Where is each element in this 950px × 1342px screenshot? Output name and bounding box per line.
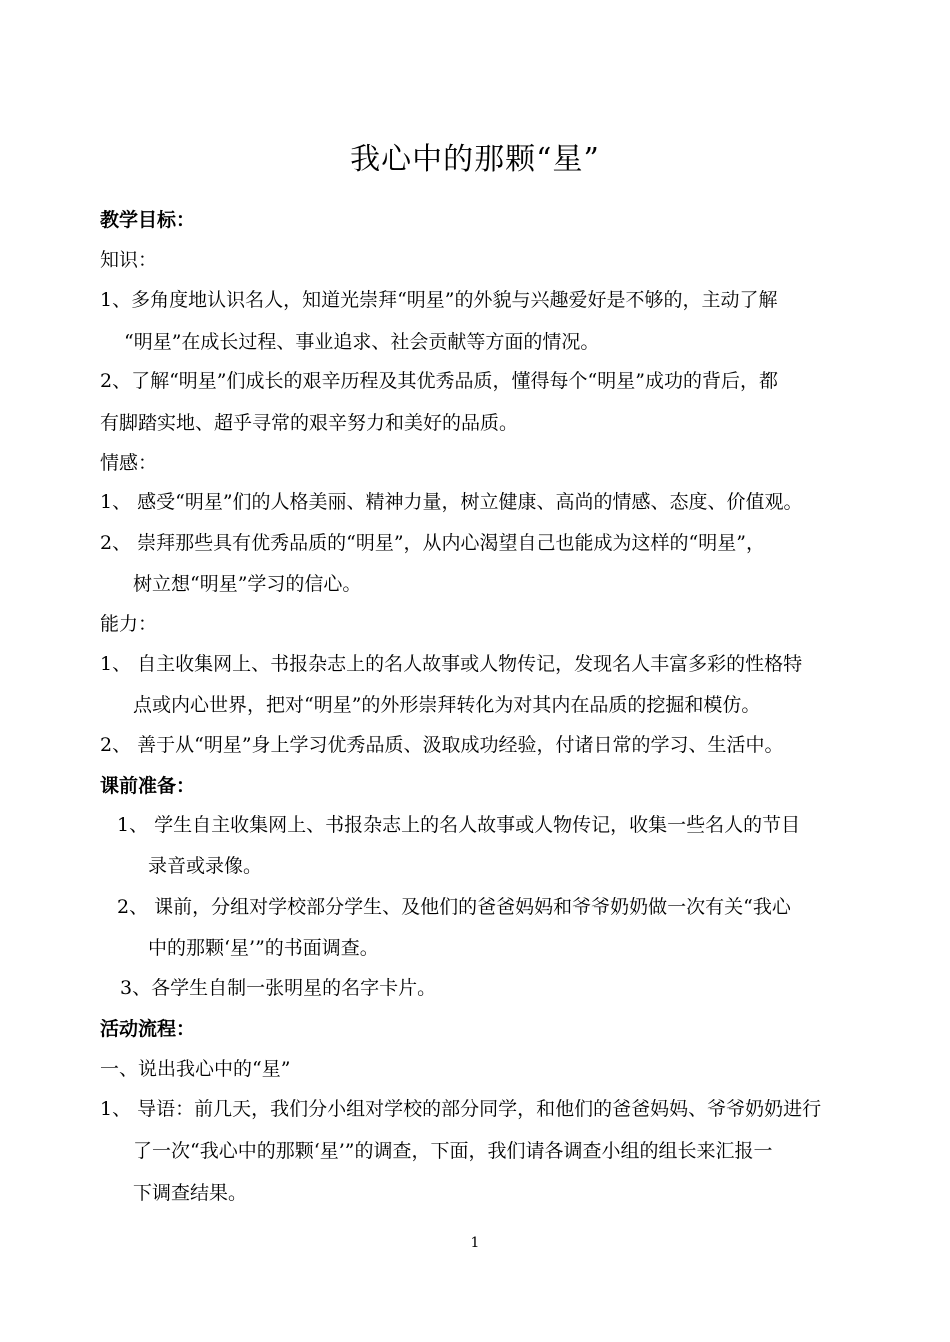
activity-item-1-line-2: 了一次“我心中的那颗‘星’”的调查，下面，我们请各调查小组的组长来汇报一	[133, 1140, 773, 1162]
emotion-item-1: 1、 感受“明星”们的人格美丽、精神力量，树立健康、高尚的情感、态度、价值观。	[100, 491, 803, 513]
section-heading-preparation: 课前准备：	[100, 775, 196, 797]
preparation-item-2-line-2: 中的那颗‘星’”的书面调查。	[148, 937, 379, 959]
ability-item-1-line-1: 1、 自主收集网上、书报杂志上的名人故事或人物传记，发现名人丰富多彩的性格特	[100, 653, 803, 675]
knowledge-item-1-line-1: 1、多角度地认识名人，知道光崇拜“明星”的外貌与兴趣爱好是不够的，主动了解	[100, 289, 778, 311]
activity-part-1-heading: 一、说出我心中的“星”	[100, 1058, 291, 1080]
ability-item-1-line-2: 点或内心世界，把对“明星”的外形崇拜转化为对其内在品质的挖掘和模仿。	[133, 694, 761, 716]
activity-item-1-line-3: 下调查结果。	[133, 1182, 248, 1204]
preparation-item-1-line-1: 1、 学生自主收集网上、书报杂志上的名人故事或人物传记，收集一些名人的节目	[117, 814, 801, 836]
ability-item-2: 2、 善于从“明星”身上学习优秀品质、汲取成功经验，付诸日常的学习、生活中。	[100, 734, 784, 756]
knowledge-item-1-line-2: “明星”在成长过程、事业追求、社会贡献等方面的情况。	[124, 331, 600, 353]
subheading-ability: 能力：	[100, 613, 158, 635]
section-heading-activity-flow: 活动流程：	[100, 1018, 196, 1040]
subheading-knowledge: 知识：	[100, 249, 158, 271]
knowledge-item-2-line-1: 2、了解“明星”们成长的艰辛历程及其优秀品质，懂得每个“明星”成功的背后，都	[100, 370, 778, 392]
section-heading-teaching-goals: 教学目标：	[100, 209, 196, 231]
preparation-item-3: 3、各学生自制一张明星的名字卡片。	[120, 977, 437, 999]
document-title: 我心中的那颗“星”	[350, 142, 600, 177]
subheading-emotion: 情感：	[100, 452, 158, 474]
emotion-item-2-line-2: 树立想“明星”学习的信心。	[133, 573, 362, 595]
emotion-item-2-line-1: 2、 崇拜那些具有优秀品质的“明星”，从内心渴望自己也能成为这样的“明星”，	[100, 532, 765, 554]
preparation-item-1-line-2: 录音或录像。	[148, 855, 263, 877]
activity-item-1-line-1: 1、 导语：前几天，我们分小组对学校的部分同学，和他们的爸爸妈妈、爷爷奶奶进行	[100, 1098, 822, 1120]
knowledge-item-2-line-2: 有脚踏实地、超乎寻常的艰辛努力和美好的品质。	[100, 412, 519, 434]
page-number: 1	[470, 1235, 480, 1251]
preparation-item-2-line-1: 2、 课前，分组对学校部分学生、及他们的爸爸妈妈和爷爷奶奶做一次有关“我心	[117, 896, 791, 918]
